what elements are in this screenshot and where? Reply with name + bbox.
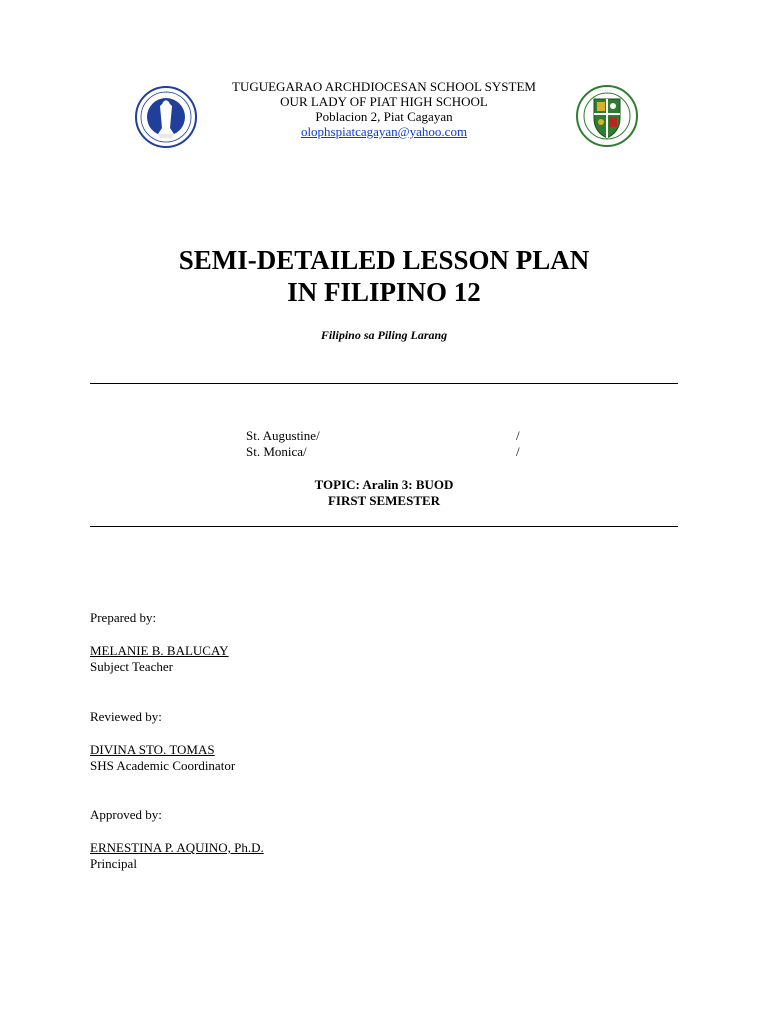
section-name: St. Monica/ bbox=[246, 444, 307, 459]
archdiocesan-seal-logo bbox=[572, 84, 642, 148]
approved-by-block bbox=[90, 807, 264, 872]
signatory-label: Approved by: bbox=[90, 807, 162, 822]
signatory-role: Principal bbox=[90, 856, 137, 871]
signatory-label: Prepared by: bbox=[90, 610, 157, 625]
horizontal-divider bbox=[90, 383, 678, 384]
svg-text:. . . . . . .: . . . . . . . bbox=[156, 89, 173, 94]
title-line-1: SEMI-DETAILED LESSON PLAN bbox=[178, 245, 590, 275]
header-line: Poblacion 2, Piat Cagayan bbox=[315, 109, 453, 124]
section-slash: / bbox=[516, 444, 520, 459]
section-row bbox=[246, 428, 520, 443]
section-name: St. Augustine/ bbox=[246, 428, 320, 443]
section-slash: / bbox=[516, 428, 520, 443]
header-line: TUGUEGARAO ARCHDIOCESAN SCHOOL SYSTEM bbox=[232, 79, 536, 94]
svg-text:. . . . . . . .: . . . . . . . . bbox=[592, 87, 612, 92]
horizontal-divider bbox=[90, 526, 678, 527]
svg-text:. . . . . . .: . . . . . . . bbox=[156, 143, 173, 148]
school-email-link[interactable]: olophspiatcagayan@yahoo.com bbox=[300, 124, 468, 139]
section-row bbox=[246, 444, 520, 459]
reviewed-by-block bbox=[90, 709, 235, 774]
header-line: OUR LADY OF PIAT HIGH SCHOOL bbox=[280, 94, 488, 109]
signatory-name: ERNESTINA P. AQUINO, Ph.D. bbox=[90, 840, 264, 855]
title-line-2: IN FILIPINO 12 bbox=[287, 277, 481, 307]
signatory-name: DIVINA STO. TOMAS bbox=[90, 742, 215, 757]
topic-line: TOPIC: Aralin 3: BUOD bbox=[314, 477, 454, 492]
signatory-name: MELANIE B. BALUCAY bbox=[90, 643, 229, 658]
school-seal-logo bbox=[134, 84, 198, 150]
signatory-role: SHS Academic Coordinator bbox=[90, 758, 236, 773]
topic-block bbox=[0, 477, 768, 509]
school-header bbox=[200, 79, 568, 139]
signatory-role: Subject Teacher bbox=[90, 659, 173, 674]
prepared-by-block bbox=[90, 610, 229, 675]
subject-subtitle: Filipino sa Piling Larang bbox=[320, 328, 448, 342]
lesson-plan-title bbox=[0, 244, 768, 308]
semester-line: FIRST SEMESTER bbox=[327, 493, 441, 508]
signatory-label: Reviewed by: bbox=[90, 709, 162, 724]
